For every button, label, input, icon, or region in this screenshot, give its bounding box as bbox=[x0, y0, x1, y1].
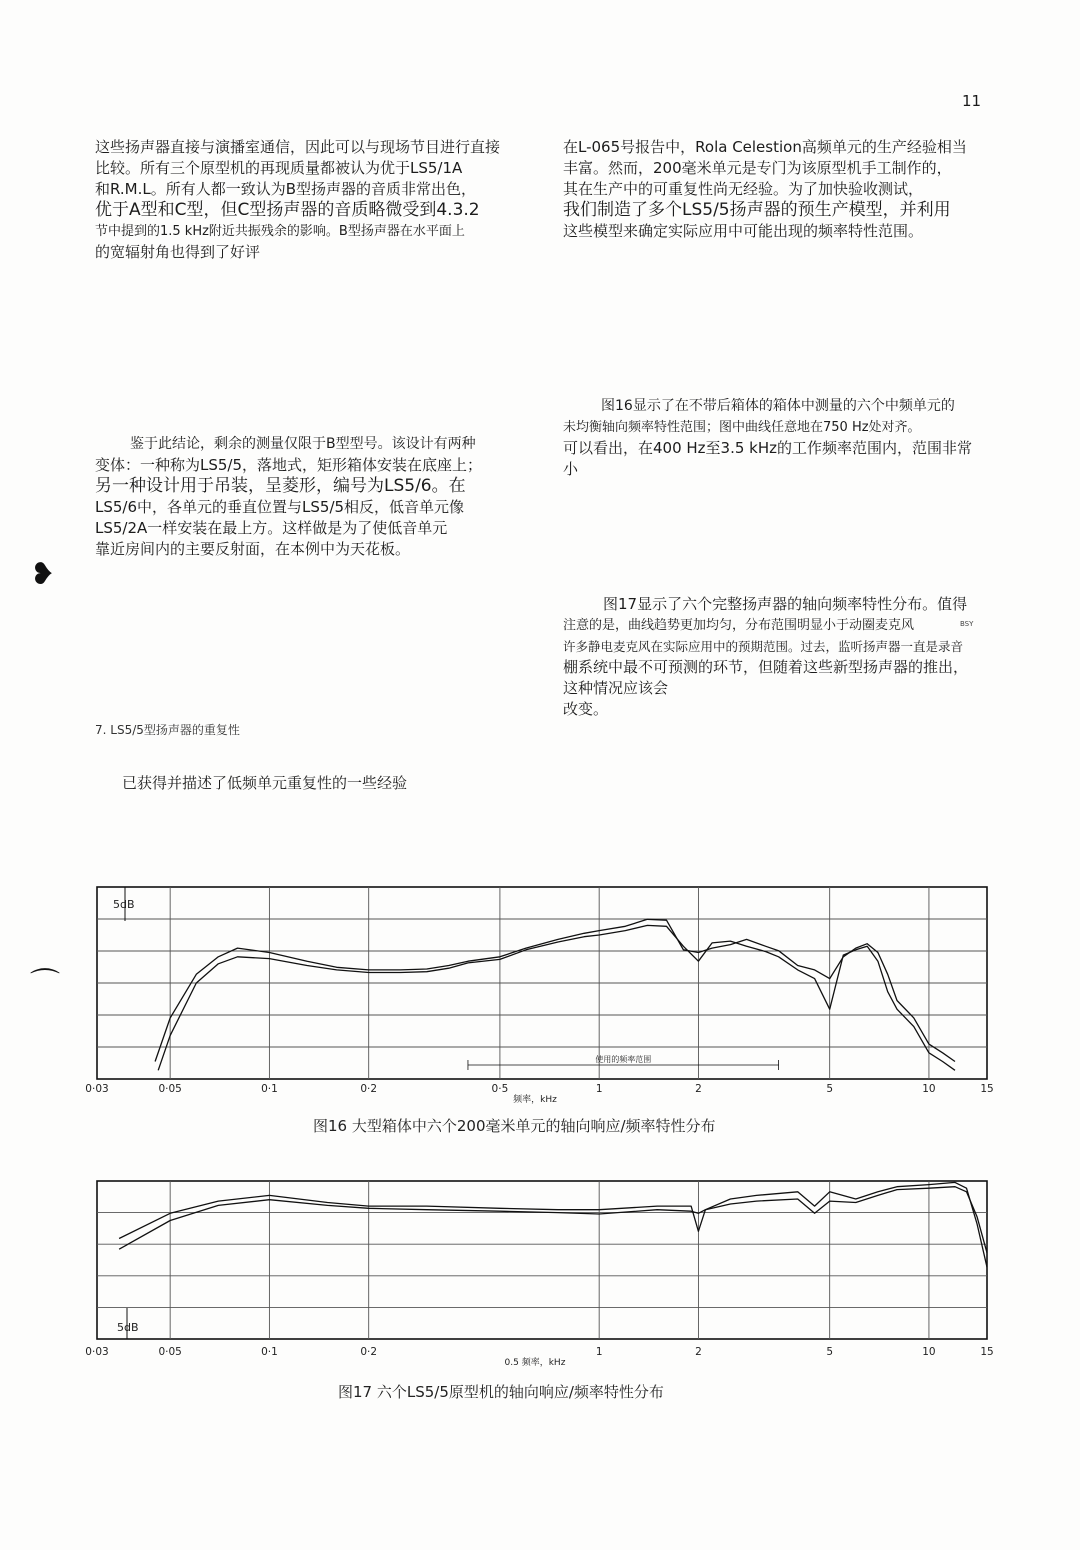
tick-label: 0·03 bbox=[85, 1346, 109, 1358]
tick-label: 0·05 bbox=[158, 1083, 182, 1095]
text-line: 的宽辐射角也得到了好评 bbox=[95, 243, 261, 261]
tick-label: 0·1 bbox=[261, 1346, 278, 1358]
tick-label: 0·1 bbox=[261, 1083, 278, 1095]
text-line: 在L-065号报告中，Rola Celestion高频单元的生产经验相当 bbox=[563, 138, 967, 156]
tick-label: 0·2 bbox=[360, 1346, 378, 1358]
text-line: 注意的是，曲线趋势更加均匀，分布范围明显小于动圈麦克风 bbox=[563, 618, 915, 633]
series-line-2 bbox=[119, 1187, 987, 1253]
figure-16-chart bbox=[75, 878, 1005, 1108]
annotation-label: 使用的频率范围 bbox=[595, 1055, 652, 1064]
text-line: 我们制造了多个LS5/5扬声器的预生产模型，并利用 bbox=[563, 200, 951, 220]
scan-mark-icon: ❥ bbox=[30, 557, 56, 592]
text-line: 另一种设计用于吊装，呈菱形，编号为LS5/6。在 bbox=[95, 476, 466, 496]
text-line: 和R.M.L。所有人都一致认为B型扬声器的音质非常出色， bbox=[95, 180, 477, 198]
right-paragraph-3 bbox=[563, 594, 968, 720]
scale-marker bbox=[117, 1308, 139, 1339]
text-line: LS5/6中，各单元的垂直位置与LS5/5相反，低音单元像 bbox=[95, 498, 465, 516]
tick-label: 0·05 bbox=[158, 1346, 182, 1358]
tick-label: 2 bbox=[695, 1346, 702, 1358]
grid bbox=[97, 887, 987, 1079]
annotation bbox=[468, 1054, 779, 1070]
margin-note: BSY bbox=[960, 620, 974, 628]
text-line: 棚系统中最不可预测的环节，但随着这些新型扬声器的推出， bbox=[563, 658, 969, 676]
right-paragraph-2 bbox=[563, 396, 972, 480]
page-number: 11 bbox=[962, 92, 982, 110]
tick-label: 1 bbox=[595, 1346, 603, 1358]
x-axis-label: 0.5 频率，kHz bbox=[504, 1358, 566, 1368]
right-paragraph-1 bbox=[563, 137, 967, 242]
section-heading: 7. LS5/5型扬声器的重复性 bbox=[95, 723, 240, 737]
tick-label: 1 bbox=[595, 1083, 603, 1095]
series-group bbox=[155, 919, 955, 1070]
tick-label: 15 bbox=[980, 1083, 994, 1095]
tick-label: 0·2 bbox=[360, 1083, 378, 1095]
tick-labels bbox=[85, 1346, 993, 1358]
tick-label: 0·5 bbox=[491, 1083, 509, 1095]
series-group bbox=[119, 1182, 987, 1267]
series-line-1 bbox=[119, 1182, 987, 1267]
text-line: 其在生产中的可重复性尚无经验。为了加快验收测试， bbox=[563, 180, 924, 198]
tick-label: 5 bbox=[826, 1346, 834, 1358]
tick-label: 10 bbox=[922, 1083, 936, 1095]
text-line: 变体：一种称为LS5/5，落地式，矩形箱体安装在底座上； bbox=[95, 456, 483, 474]
text-line: 这些扬声器直接与演播室通信，因此可以与现场节目进行直接 bbox=[95, 138, 501, 156]
text-line: LS5/2A一样安装在最上方。这样做是为了使低音单元 bbox=[95, 519, 448, 537]
scale-marker-label: 5dB bbox=[117, 1321, 139, 1334]
left-paragraph-2 bbox=[95, 434, 482, 560]
figure-17-chart bbox=[75, 1172, 1005, 1372]
tick-label: 0·03 bbox=[85, 1083, 109, 1095]
text-line: 优于A型和C型，但C型扬声器的音质略微受到4.3.2 bbox=[95, 200, 480, 220]
text-line: 比较。所有三个原型机的再现质量都被认为优于LS5/1A bbox=[95, 159, 463, 177]
tick-label: 2 bbox=[695, 1083, 702, 1095]
left-paragraph-1 bbox=[95, 137, 500, 263]
scale-marker-label: 5dB bbox=[113, 898, 135, 911]
text-line: 图17显示了六个完整扬声器的轴向频率特性分布。值得 bbox=[603, 595, 968, 613]
text-line: 节中提到的1.5 kHz附近共振残余的影响。B型扬声器在水平面上 bbox=[95, 224, 465, 239]
x-axis-label: 频率，kHz bbox=[513, 1095, 557, 1105]
text-line: 鉴于此结论，剩余的测量仅限于B型型号。该设计有两种 bbox=[130, 436, 476, 452]
tick-label: 10 bbox=[922, 1346, 936, 1358]
text-line: 靠近房间内的主要反射面，在本例中为天花板。 bbox=[95, 540, 411, 558]
text-line: 这种情况应该会 bbox=[563, 679, 669, 697]
tick-labels bbox=[85, 1083, 993, 1095]
series-line-2 bbox=[158, 925, 955, 1070]
text-line: 未均衡轴向频率特性范围；图中曲线任意地在750 Hz处对齐。 bbox=[563, 420, 921, 435]
figure-17-caption: 图17 六个LS5/5原型机的轴向响应/频率特性分布 bbox=[338, 1383, 664, 1401]
tick-label: 15 bbox=[980, 1346, 994, 1358]
grid bbox=[97, 1181, 987, 1339]
text-line: 改变。 bbox=[563, 700, 609, 718]
text-line: 小 bbox=[563, 460, 579, 478]
text-line: 丰富。然而，200毫米单元是专门为该原型机手工制作的， bbox=[563, 159, 952, 177]
plot-frame bbox=[97, 1181, 987, 1339]
text-line: 许多静电麦克风在实际应用中的预期范围。过去，监听扬声器一直是录音 bbox=[563, 639, 964, 654]
left-paragraph-3: 已获得并描述了低频单元重复性的一些经验 bbox=[122, 774, 408, 792]
text-line: 这些模型来确定实际应用中可能出现的频率特性范围。 bbox=[563, 222, 924, 240]
text-line: 图16显示了在不带后箱体的箱体中测量的六个中频单元的 bbox=[601, 398, 955, 414]
figure-16-caption: 图16 大型箱体中六个200毫米单元的轴向响应/频率特性分布 bbox=[313, 1117, 716, 1135]
scale-marker bbox=[113, 887, 135, 921]
scan-mark-icon: ⌒ bbox=[30, 967, 60, 1002]
text-line: 可以看出，在400 Hz至3.5 kHz的工作频率范围内，范围非常 bbox=[563, 439, 973, 457]
tick-label: 5 bbox=[826, 1083, 834, 1095]
